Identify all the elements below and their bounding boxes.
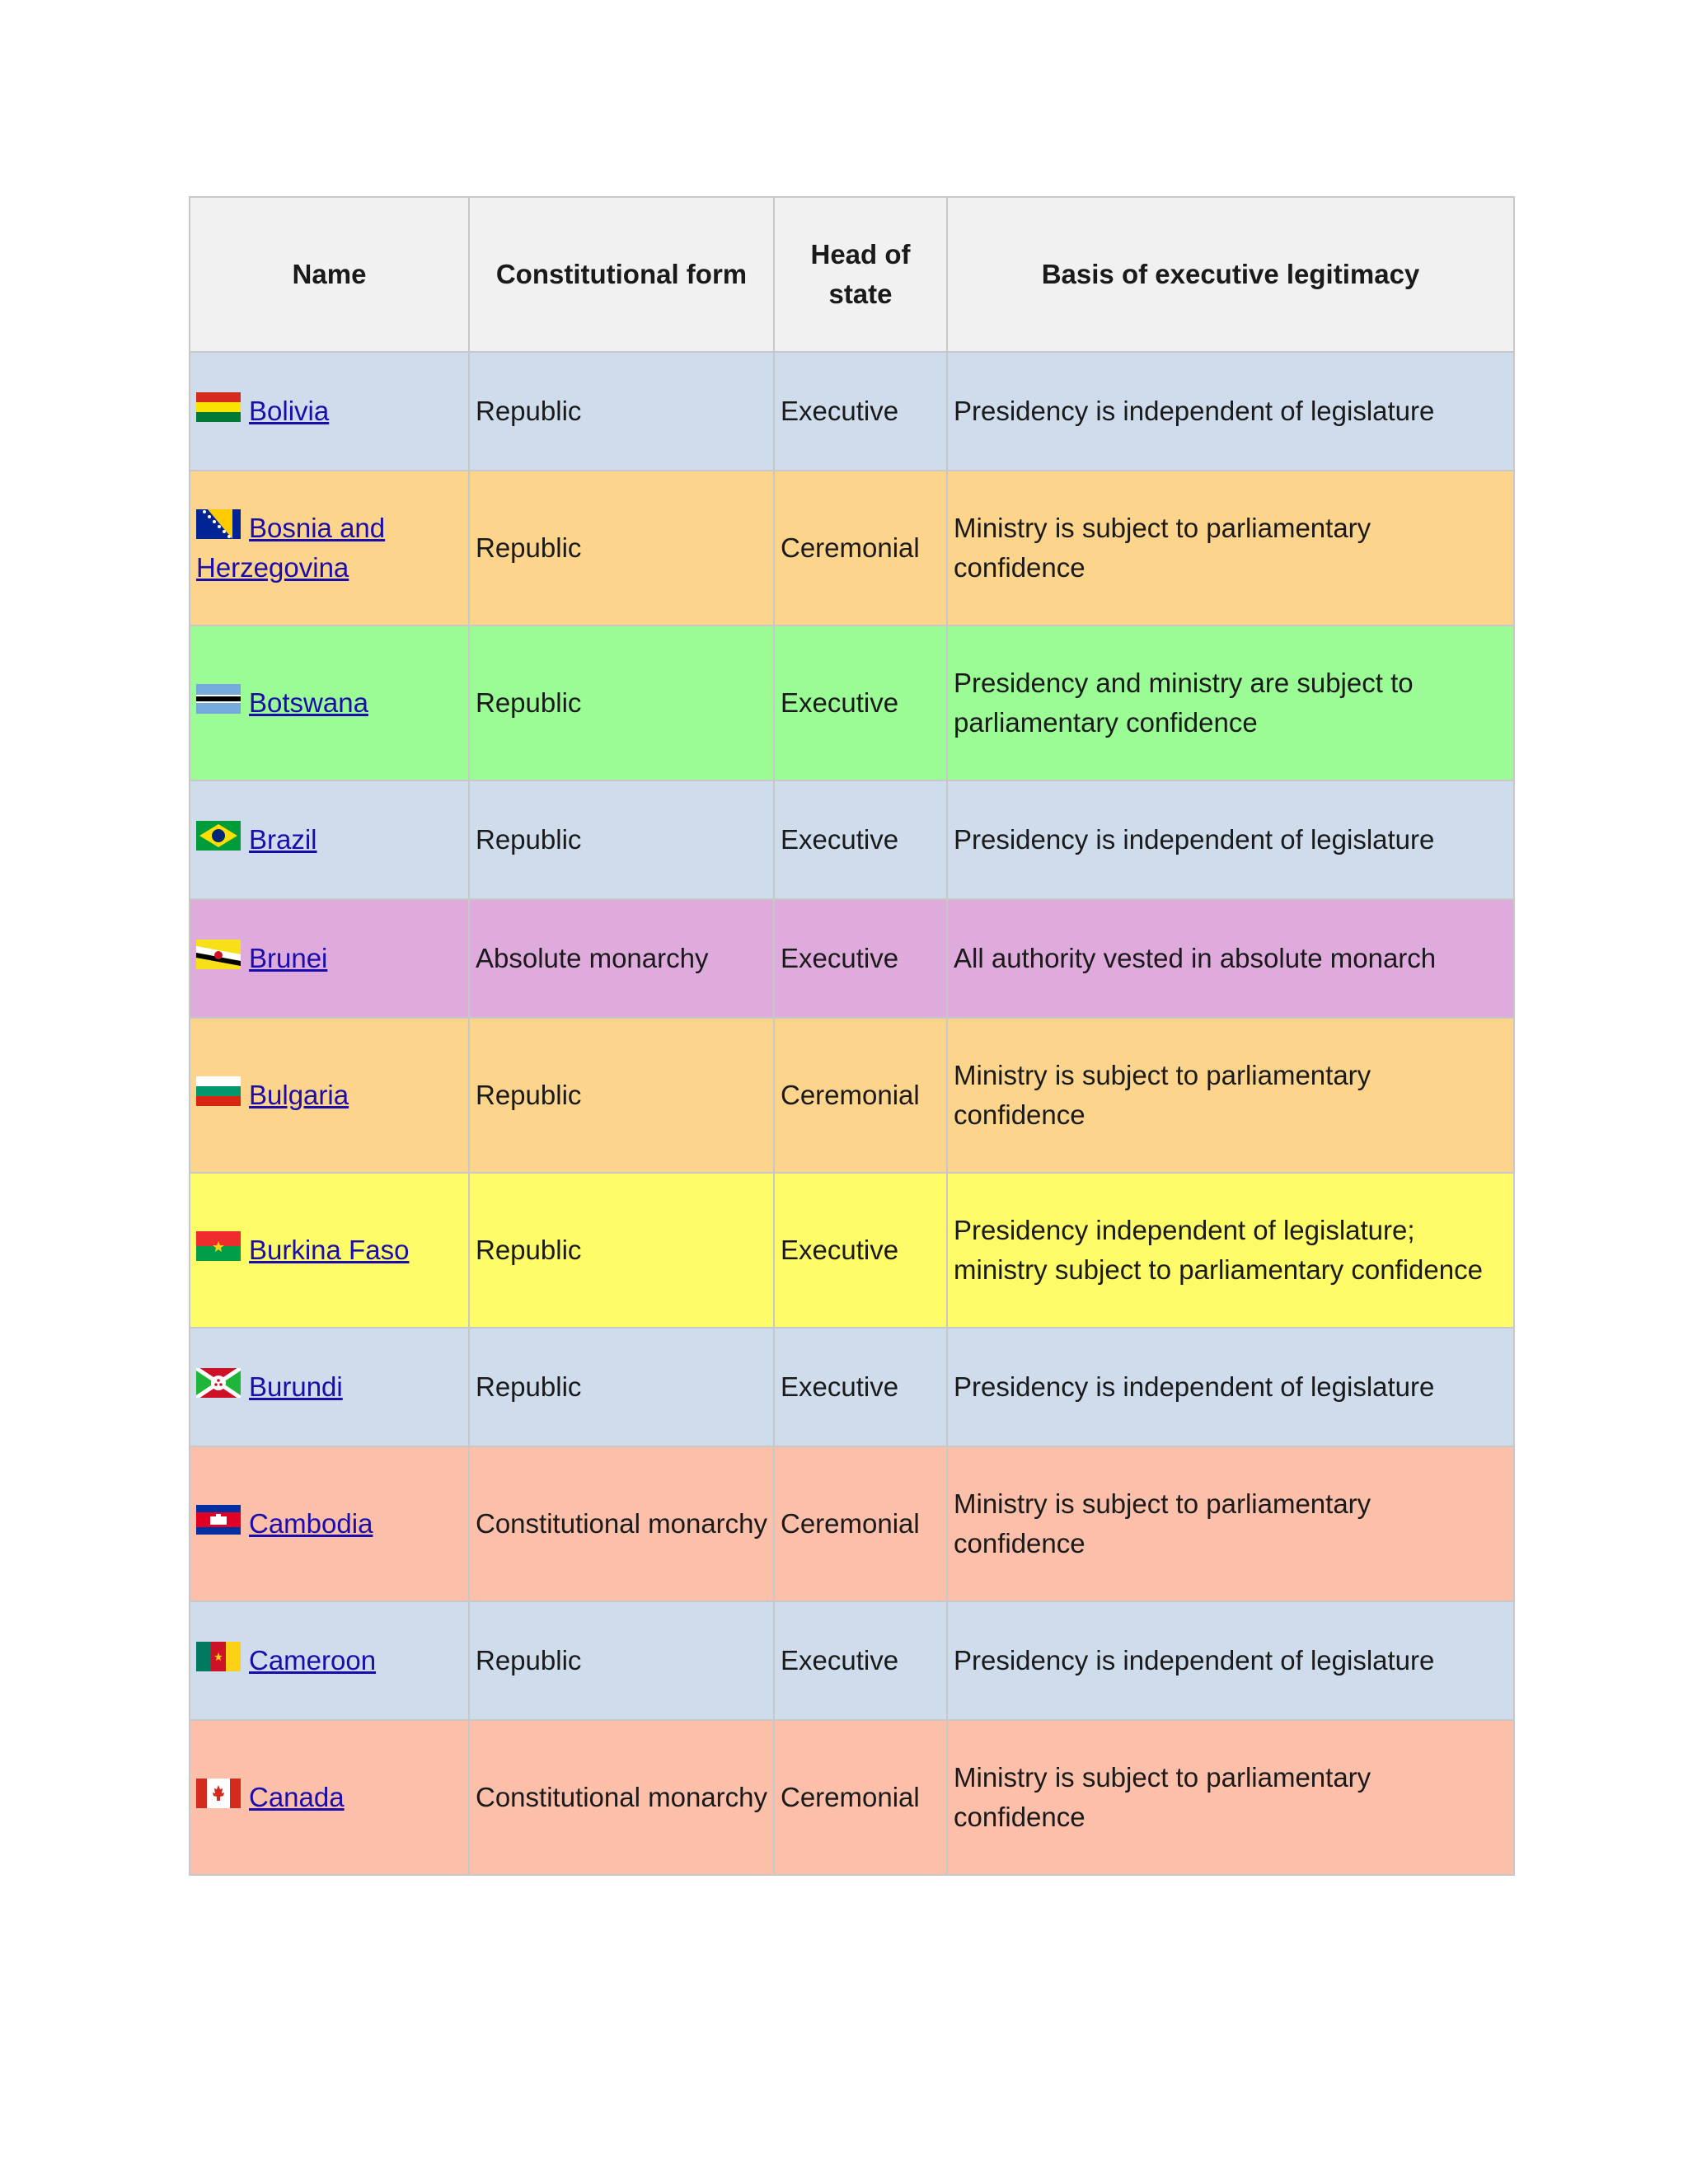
name-cell [190, 899, 469, 1018]
head-of-state-cell: Ceremonial [774, 1720, 947, 1875]
table-row [190, 352, 1514, 471]
country-link[interactable]: Bosnia and Herzegovina [196, 513, 386, 583]
head-of-state-cell: Executive [774, 1173, 947, 1328]
basis-cell: Ministry is subject to parliamentary confidence [947, 1018, 1514, 1173]
table-row [190, 1018, 1514, 1173]
name-cell [190, 1018, 469, 1173]
name-cell [190, 1173, 469, 1328]
country-link[interactable]: Bolivia [249, 396, 330, 426]
name-cell [190, 1328, 469, 1446]
country-link[interactable]: Canada [249, 1782, 345, 1812]
basis-cell: Presidency and ministry are subject to parliamentary confidence [947, 626, 1514, 780]
country-link[interactable]: Burkina Faso [249, 1235, 410, 1265]
table-row [190, 471, 1514, 626]
basis-cell: Presidency is independent of legislature [947, 1601, 1514, 1720]
country-link[interactable]: Cambodia [249, 1508, 373, 1539]
table-row [190, 780, 1514, 899]
table-row [190, 1446, 1514, 1601]
burundi-flag-icon [196, 1368, 241, 1398]
bolivia-flag-icon [196, 392, 241, 422]
brunei-flag-icon [196, 940, 241, 969]
name-cell [190, 626, 469, 780]
country-link[interactable]: Bulgaria [249, 1080, 349, 1110]
head-of-state-cell: Executive [774, 780, 947, 899]
table-row [190, 1720, 1514, 1875]
basis-cell: Ministry is subject to parliamentary confidence [947, 1720, 1514, 1875]
country-link[interactable]: Cameroon [249, 1645, 377, 1675]
head-of-state-cell: Ceremonial [774, 471, 947, 626]
name-cell [190, 780, 469, 899]
bosnia-flag-icon [196, 509, 241, 539]
basis-cell: All authority vested in absolute monarch [947, 899, 1514, 1018]
constitutional-form-cell: Republic [469, 626, 774, 780]
constitutional-form-cell: Republic [469, 1601, 774, 1720]
country-link[interactable]: Botswana [249, 687, 368, 718]
table-row [190, 1173, 1514, 1328]
constitutional-form-cell: Republic [469, 471, 774, 626]
name-cell [190, 352, 469, 471]
basis-cell: Presidency is independent of legislature [947, 352, 1514, 471]
header-name: Name [190, 197, 469, 352]
basis-cell: Presidency is independent of legislature [947, 780, 1514, 899]
constitutional-form-cell: Republic [469, 1328, 774, 1446]
cambodia-flag-icon [196, 1505, 241, 1535]
name-cell [190, 1601, 469, 1720]
canada-flag-icon [196, 1779, 241, 1808]
constitutional-form-cell: Republic [469, 780, 774, 899]
header-head-of-state: Head of state [774, 197, 947, 352]
table-row [190, 626, 1514, 780]
constitutional-form-cell: Republic [469, 1018, 774, 1173]
table-row [190, 1601, 1514, 1720]
header-basis: Basis of executive legitimacy [947, 197, 1514, 352]
countries-table [189, 196, 1515, 1876]
header-constitutional-form: Constitutional form [469, 197, 774, 352]
table-row [190, 899, 1514, 1018]
country-link[interactable]: Burundi [249, 1371, 343, 1402]
head-of-state-cell: Executive [774, 1601, 947, 1720]
head-of-state-cell: Ceremonial [774, 1446, 947, 1601]
constitutional-form-cell: Republic [469, 352, 774, 471]
header-row [190, 197, 1514, 352]
constitutional-form-cell: Republic [469, 1173, 774, 1328]
name-cell [190, 471, 469, 626]
brazil-flag-icon [196, 821, 241, 851]
head-of-state-cell: Executive [774, 1328, 947, 1446]
head-of-state-cell: Executive [774, 899, 947, 1018]
burkina-faso-flag-icon [196, 1231, 241, 1261]
name-cell [190, 1720, 469, 1875]
name-cell [190, 1446, 469, 1601]
basis-cell: Ministry is subject to parliamentary confidence [947, 471, 1514, 626]
bulgaria-flag-icon [196, 1076, 241, 1106]
constitutional-form-cell: Absolute monarchy [469, 899, 774, 1018]
constitutional-form-cell: Constitutional monarchy [469, 1446, 774, 1601]
basis-cell: Ministry is subject to parliamentary confidence [947, 1446, 1514, 1601]
table-row [190, 1328, 1514, 1446]
head-of-state-cell: Executive [774, 352, 947, 471]
cameroon-flag-icon [196, 1642, 241, 1671]
botswana-flag-icon [196, 684, 241, 714]
country-link[interactable]: Brazil [249, 824, 317, 855]
basis-cell: Presidency independent of legislature; ministry subject to parliamentary confidence [947, 1173, 1514, 1328]
country-link[interactable]: Brunei [249, 943, 328, 973]
head-of-state-cell: Ceremonial [774, 1018, 947, 1173]
head-of-state-cell: Executive [774, 626, 947, 780]
basis-cell: Presidency is independent of legislature [947, 1328, 1514, 1446]
constitutional-form-cell: Constitutional monarchy [469, 1720, 774, 1875]
